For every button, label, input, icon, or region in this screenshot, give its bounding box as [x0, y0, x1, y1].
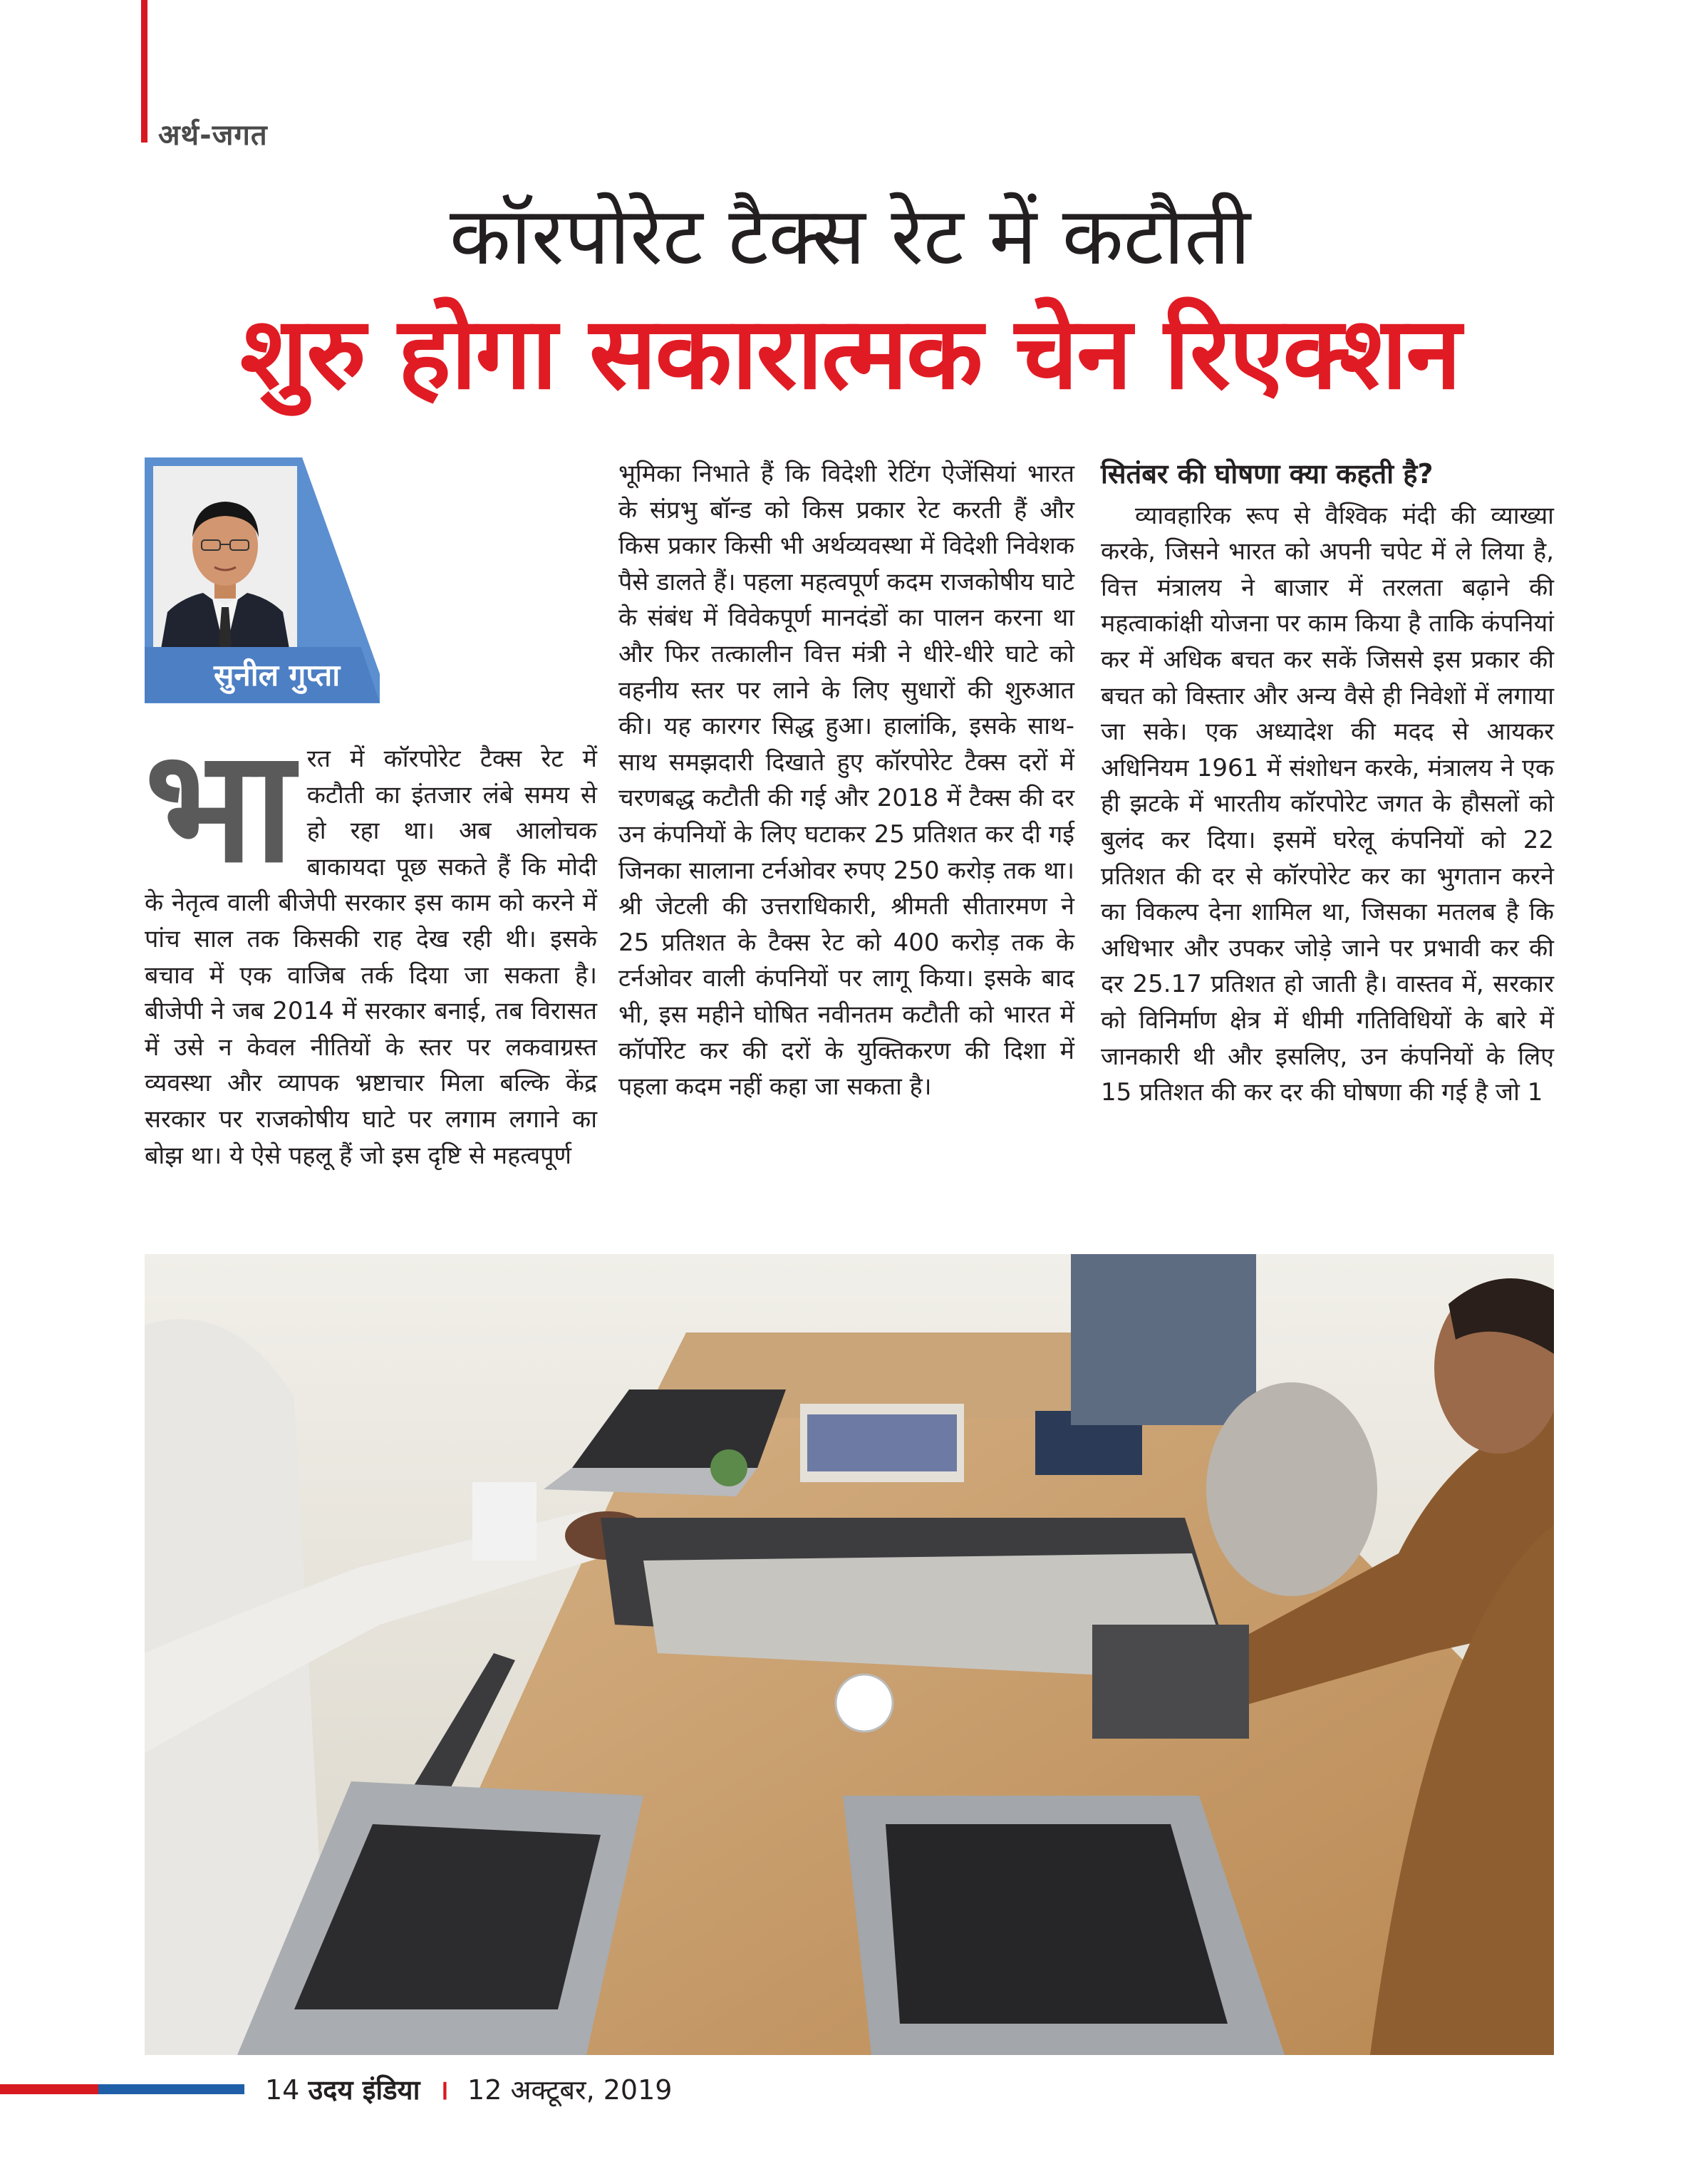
footer-blue-rule: [98, 2084, 244, 2094]
author-photo: [153, 466, 297, 653]
page-number: 14: [265, 2074, 300, 2106]
footer-separator: ।: [438, 2074, 449, 2106]
page-top-rule: [141, 0, 147, 143]
drop-cap: भा: [145, 717, 294, 897]
column-3-text: व्यावहारिक रूप से वैश्विक मंदी की व्याख्या करके, जिसने भारत को अपनी चपेट में ले लिया है, वित्त मंत्रालय ने बाजार में तरलता बढ़ाने की महत्वाकांक्षी योजना पर काम किया है ताकि कंपनियां कर में अधिक बचत कर सकें जिससे इस प्रकार की बचत को विस्तार और अन्य वैसे ही निवेशों में लगाया जा सके। एक अध्यादेश की मदद से आयकर अधिनियम 1961 में संशोधन करके, मंत्रालय ने एक ही झटके में भारतीय कॉरपोरेट जगत के हौसलों को बुलंद कर दिया। इसमें घरेलू कंपनियों को 22 प्रतिशत की दर से कॉरपोरेट कर का भुगतान करने का विकल्प देना शामिल था, जिसका मतलब है कि अधिभार और उपकर जोड़े जाने पर प्रभावी कर की दर 25.17 प्रतिशत हो जाती है। वास्तव में, सरकार को विनिर्माण क्षेत्र में धीमी गतिविधियों के बारे में जानकारी थी और इसलिए, उन कंपनियों के लिए 15 प्रतिशत की कर दर की घोषणा की गई है जो 1: [1101, 501, 1554, 1107]
column-2-text: भूमिका निभाते हैं कि विदेशी रेटिंग ऐजेंसियां भारत के संप्रभु बॉन्ड को किस प्रकार रेट करती हैं और किस प्रकार किसी भी अर्थव्यवस्था में विदेशी निवेशक पैसे डालते हैं। पहला महत्वपूर्ण कदम राजकोषीय घाटे के संबंध में विवेकपूर्ण मानदंडों का पालन करना था और फिर तत्कालीन वित्त मंत्री ने धीरे-धीरे घाटे को वहनीय स्तर पर लाने के लिए सुधारों की शुरुआत की। यह कारगर सिद्ध हुआ। हालांकि, इसके साथ-साथ समझदारी दिखाते हुए कॉरपोरेट टैक्स दरों में चरणबद्ध कटौती की गई और 2018 में टैक्स की दर उन कंपनियों के लिए घटाकर 25 प्रतिशत कर दी गई जिनका सालाना टर्नओवर रुपए 250 करोड़ तक था। श्री जेटली की उत्तराधिकारी, श्रीमती सीतारमण ने 25 प्रतिशत के टैक्स रेट को 400 करोड़ तक के टर्नओवर वाली कंपनियों पर लागू किया। इसके बाद भी, इस महीने घोषित नवीनतम कटौती को भारत में कॉर्पोरेट कर की दरों के युक्तिकरण की दिशा में पहला कदम नहीं कहा जा सकता है।: [618, 460, 1074, 1102]
footer-red-rule: [0, 2084, 98, 2094]
office-meeting-illustration: [145, 1254, 1554, 2055]
article-photo: [145, 1254, 1554, 2055]
page-footer: [265, 2071, 672, 2108]
article-kicker: कॉरपोरेट टैक्स रेट में कटौती: [449, 190, 1251, 283]
issue-date: 12 अक्टूबर, 2019: [467, 2074, 673, 2106]
article-column-2: [618, 456, 1074, 1240]
section-label: अर्थ-जगत: [158, 119, 268, 152]
article-headline: शुरु होगा सकारात्मक चेन रिएक्शन: [239, 296, 1461, 412]
column-3-subheading: सितंबर की घोषणा क्या कहती है?: [1101, 458, 1434, 490]
author-name: सुनील गुप्ता: [214, 658, 341, 693]
magazine-name: उदय इंडिया: [308, 2074, 420, 2106]
author-portrait-illustration: [153, 466, 297, 653]
column-1-text: रत में कॉरपोरेट टैक्स रेट में कटौती का इंतजार लंबे समय से हो रहा था। अब आलोचक बाकायदा पूछ सकते हैं कि मोदी के नेतृत्व वाली बीजेपी सरकार इस काम को करने में पांच साल तक किसकी राह देख रही थी। इसके बचाव में एक वाजिब तर्क दिया जा सकता है। बीजेपी ने जब 2014 में सरकार बनाई, तब विरासत में उसे न केवल नीतियों के स्तर पर लकवाग्रस्त व्यवस्था और व्यापक भ्रष्टाचार मिला बल्कि केंद्र सरकार पर राजकोषीय घाटे पर लगाम लगाने का बोझ था। ये ऐसे पहलू हैं जो इस दृष्टि से महत्वपूर्ण: [145, 745, 597, 1170]
article-column-3: [1101, 456, 1554, 1240]
article-column-1: [145, 717, 597, 1240]
